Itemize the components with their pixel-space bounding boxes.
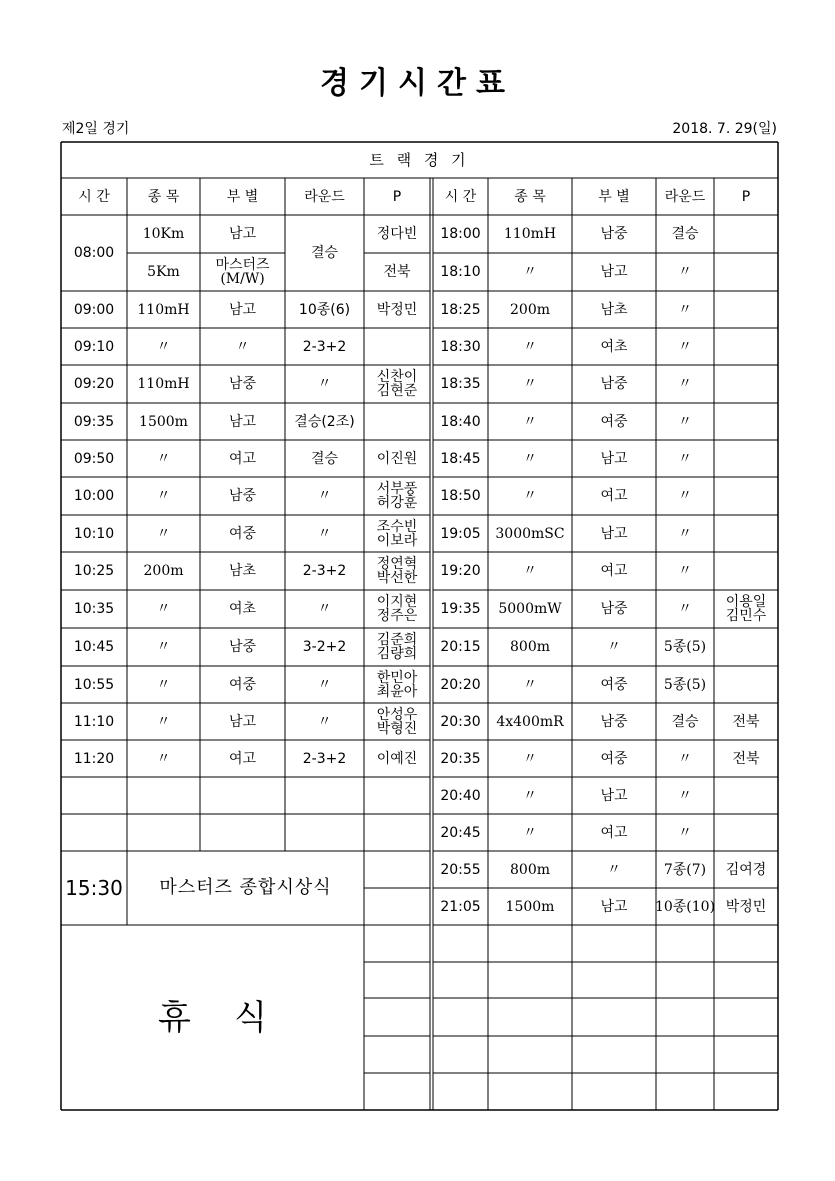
- right-event-3: 〃: [523, 338, 537, 355]
- right-p-0: [714, 215, 778, 253]
- left-header-2: 부 별: [226, 188, 259, 205]
- right-div-1: 남고: [600, 264, 628, 280]
- right-time-9: 19:20: [440, 563, 481, 579]
- right-time-11: 20:15: [440, 639, 481, 655]
- right-event-15: 〃: [523, 787, 537, 804]
- left-time-12: 10:55: [73, 676, 115, 693]
- right-div-15: 남고: [600, 787, 628, 804]
- left-p-9: 정연혁 박선한: [376, 556, 418, 586]
- right-div-4: 남중: [600, 376, 628, 392]
- left-round-7: 〃: [317, 488, 332, 504]
- left-p-8: 조수빈 이보라: [376, 518, 418, 549]
- right-div-18: 남고: [600, 898, 628, 915]
- left-div-12: 여중: [228, 676, 257, 693]
- left-p-2: 박정민: [376, 301, 418, 318]
- left-round-14: 2-3+2: [302, 750, 347, 767]
- left-p-14: 이예진: [376, 750, 418, 767]
- right-p-17: 김여경: [725, 861, 767, 878]
- left-event-0: 10Km: [142, 226, 185, 242]
- left-event-9: 200m: [143, 563, 184, 579]
- right-event-2: 200m: [510, 301, 550, 318]
- left-time-2: 09:00: [73, 301, 115, 318]
- right-round-7: 〃: [678, 488, 692, 504]
- right-p-14: 전북: [732, 750, 760, 767]
- right-event-18: 1500m: [505, 898, 555, 915]
- right-round-14: 〃: [678, 750, 692, 767]
- right-round-8: 〃: [678, 525, 692, 542]
- right-event-1: 〃: [523, 264, 537, 280]
- right-div-17: 〃: [607, 861, 621, 878]
- right-round-19: [656, 925, 714, 962]
- right-p-10: 이용일 김민수: [725, 594, 767, 624]
- left-p-0: 정다빈: [376, 226, 418, 242]
- right-p-18: 박정민: [725, 898, 767, 915]
- day-label: 제2일 경기: [62, 121, 130, 137]
- date-label: 2018. 7. 29(일): [672, 121, 777, 137]
- left-round-0: 결승: [310, 245, 339, 261]
- left-div-3: 〃: [235, 338, 250, 355]
- left-p-7: 서부풍 허강훈: [376, 481, 418, 511]
- left-time-5: 09:35: [73, 413, 115, 430]
- left-p-6: 이진원: [376, 450, 418, 467]
- right-time-7: 18:50: [440, 488, 481, 504]
- left-round-13: 〃: [317, 713, 332, 730]
- right-round-11: 5종(5): [663, 639, 707, 655]
- right-header-3: 라운드: [664, 188, 706, 205]
- left-p-3: [364, 328, 430, 365]
- right-div-3: 여초: [600, 338, 628, 355]
- right-round-3: 〃: [678, 338, 692, 355]
- right-time-4: 18:35: [440, 376, 481, 392]
- left-div-7: 남중: [228, 488, 257, 504]
- left-round-10: 〃: [317, 601, 332, 617]
- right-event-12: 〃: [523, 676, 537, 693]
- right-event-23: [488, 1073, 572, 1110]
- left-event-6: 〃: [156, 450, 171, 467]
- right-event-16: 〃: [523, 824, 537, 841]
- right-div-14: 여중: [600, 750, 628, 767]
- left-event-2: 110mH: [137, 301, 190, 318]
- section-header: 트 랙 경 기: [369, 150, 470, 169]
- right-p-12: [714, 666, 778, 703]
- right-event-6: 〃: [523, 450, 537, 467]
- right-time-19: [433, 925, 488, 962]
- right-time-22: [433, 1036, 488, 1073]
- left-div-8: 여중: [228, 525, 257, 542]
- right-div-8: 남고: [600, 525, 628, 542]
- left-div-11: 남중: [228, 639, 257, 655]
- right-div-6: 남고: [600, 450, 628, 467]
- left-event-14: 〃: [156, 750, 171, 767]
- left-div-6: 여고: [228, 450, 257, 467]
- right-round-12: 5종(5): [663, 676, 707, 693]
- right-round-21: [656, 998, 714, 1036]
- left-event-4: 110mH: [137, 376, 190, 392]
- left-time-6: 09:50: [73, 450, 115, 467]
- page-title: 경기시간표: [320, 66, 515, 101]
- left-p-5: [364, 403, 430, 440]
- right-round-5: 〃: [678, 413, 692, 430]
- right-round-13: 결승: [671, 713, 699, 730]
- right-time-17: 20:55: [440, 861, 481, 878]
- right-div-19: [572, 925, 656, 962]
- right-div-16: 여고: [600, 824, 628, 841]
- left-round-2: 10종(6): [298, 301, 351, 318]
- right-div-0: 남중: [600, 226, 628, 242]
- right-p-4: [714, 365, 778, 403]
- right-event-0: 110mH: [503, 226, 557, 242]
- right-time-0: 18:00: [440, 226, 481, 242]
- right-p-16: [714, 814, 778, 851]
- right-div-7: 여고: [600, 488, 628, 504]
- right-time-14: 20:35: [440, 750, 481, 767]
- right-time-12: 20:20: [440, 676, 481, 693]
- left-time-9: 10:25: [73, 563, 115, 579]
- right-event-19: [488, 925, 572, 962]
- right-event-13: 4x400mR: [496, 713, 564, 730]
- left-p-13: 안성우 박형진: [376, 706, 418, 737]
- left-time-4: 09:20: [73, 376, 115, 392]
- right-time-8: 19:05: [440, 525, 481, 542]
- right-round-23: [656, 1073, 714, 1110]
- right-event-9: 〃: [523, 563, 537, 579]
- right-round-15: 〃: [678, 787, 692, 804]
- right-event-10: 5000mW: [498, 601, 562, 617]
- left-div-0: 남고: [228, 226, 257, 242]
- left-time-0: 08:00: [73, 245, 115, 261]
- left-div-2: 남고: [228, 301, 257, 318]
- right-div-11: 〃: [607, 639, 621, 655]
- right-time-13: 20:30: [440, 713, 481, 730]
- right-p-6: [714, 440, 778, 477]
- right-p-22: [714, 1036, 778, 1073]
- ceremony-time: 15:30: [65, 876, 123, 900]
- left-p-10: 이지현 정주은: [376, 594, 418, 624]
- right-div-20: [572, 962, 656, 998]
- left-round-3: 2-3+2: [302, 338, 347, 355]
- left-event-8: 〃: [156, 525, 171, 542]
- right-div-10: 남중: [600, 601, 628, 617]
- right-div-2: 남초: [600, 301, 628, 318]
- right-round-20: [656, 962, 714, 998]
- left-round-8: 〃: [317, 525, 332, 542]
- left-p-4: 신찬이 김현준: [376, 369, 418, 399]
- right-div-9: 여고: [600, 563, 628, 579]
- left-round-6: 결승: [310, 450, 339, 467]
- left-div-13: 남고: [228, 713, 257, 730]
- left-p-11: 김준희 김량희: [376, 632, 418, 662]
- left-div-14: 여고: [228, 750, 257, 767]
- right-round-4: 〃: [678, 376, 692, 392]
- left-header-3: 라운드: [304, 188, 345, 205]
- left-time-11: 10:45: [73, 639, 115, 655]
- right-p-7: [714, 477, 778, 515]
- right-time-20: [433, 962, 488, 998]
- left-div-5: 남고: [228, 413, 257, 430]
- right-div-23: [572, 1073, 656, 1110]
- right-round-2: 〃: [678, 301, 692, 318]
- right-round-18: 10종(10): [654, 898, 716, 915]
- right-p-2: [714, 291, 778, 328]
- left-time-13: 11:10: [73, 713, 115, 730]
- left-event-12: 〃: [156, 676, 171, 693]
- right-time-21: [433, 998, 488, 1036]
- right-event-4: 〃: [523, 376, 537, 392]
- right-event-17: 800m: [510, 861, 550, 878]
- left-p-12: 한민아 최윤아: [376, 669, 418, 700]
- left-div-4: 남중: [228, 376, 257, 392]
- left-time-14: 11:20: [73, 750, 115, 767]
- left-event-3: 〃: [156, 338, 171, 355]
- right-time-3: 18:30: [440, 338, 481, 355]
- left-round-11: 3-2+2: [302, 639, 347, 655]
- left-time-8: 10:10: [73, 525, 115, 542]
- right-round-0: 결승: [671, 226, 699, 242]
- left-time-3: 09:10: [73, 338, 115, 355]
- right-round-16: 〃: [678, 824, 692, 841]
- right-round-1: 〃: [678, 264, 692, 280]
- right-p-8: [714, 515, 778, 552]
- right-time-6: 18:45: [440, 450, 481, 467]
- left-event-5: 1500m: [139, 413, 188, 430]
- left-div-9: 남초: [228, 563, 257, 579]
- right-p-5: [714, 403, 778, 440]
- right-div-22: [572, 1036, 656, 1073]
- right-time-1: 18:10: [440, 264, 481, 280]
- left-round-5: 결승(2조): [294, 413, 355, 430]
- right-event-5: 〃: [523, 413, 537, 430]
- right-div-21: [572, 998, 656, 1036]
- rest-label: 휴 식: [158, 997, 267, 1038]
- ceremony-label: 마스터즈 종합시상식: [159, 877, 332, 898]
- left-p-1: 전북: [383, 264, 411, 280]
- left-div-1: 마스터즈 (M/W): [215, 257, 270, 287]
- right-p-11: [714, 628, 778, 666]
- right-event-14: 〃: [523, 750, 537, 767]
- right-p-21: [714, 998, 778, 1036]
- left-event-7: 〃: [156, 488, 171, 504]
- right-round-10: 〃: [678, 601, 692, 617]
- right-p-19: [714, 925, 778, 962]
- left-event-13: 〃: [156, 713, 171, 730]
- right-p-23: [714, 1073, 778, 1110]
- right-round-22: [656, 1036, 714, 1073]
- right-time-10: 19:35: [440, 601, 481, 617]
- left-header-4: P: [392, 188, 402, 205]
- right-header-0: 시 간: [444, 188, 477, 205]
- right-div-12: 여중: [600, 676, 628, 693]
- right-div-13: 남중: [600, 713, 628, 730]
- right-p-3: [714, 328, 778, 365]
- right-round-17: 7종(7): [663, 861, 707, 878]
- right-p-9: [714, 552, 778, 590]
- right-time-2: 18:25: [440, 301, 481, 318]
- left-time-10: 10:35: [73, 601, 115, 617]
- left-event-10: 〃: [156, 601, 171, 617]
- right-header-2: 부 별: [598, 188, 630, 205]
- right-time-15: 20:40: [440, 787, 481, 804]
- right-event-7: 〃: [523, 488, 537, 504]
- left-event-11: 〃: [156, 639, 171, 655]
- right-div-5: 여중: [600, 413, 628, 430]
- right-event-22: [488, 1036, 572, 1073]
- right-time-5: 18:40: [440, 413, 481, 430]
- right-time-23: [433, 1073, 488, 1110]
- right-header-4: P: [741, 188, 751, 205]
- left-div-10: 여초: [228, 601, 257, 617]
- left-header-1: 종 목: [147, 188, 180, 205]
- left-round-9: 2-3+2: [302, 563, 347, 579]
- left-header-0: 시 간: [78, 188, 110, 205]
- right-header-1: 종 목: [514, 188, 546, 205]
- right-event-8: 3000mSC: [495, 525, 565, 542]
- right-round-6: 〃: [678, 450, 692, 467]
- left-round-12: 〃: [317, 676, 332, 693]
- right-p-15: [714, 777, 778, 814]
- left-event-1: 5Km: [147, 264, 180, 280]
- right-time-16: 20:45: [440, 824, 481, 841]
- left-round-4: 〃: [317, 376, 332, 392]
- right-p-20: [714, 962, 778, 998]
- right-round-9: 〃: [678, 563, 692, 579]
- right-time-18: 21:05: [440, 898, 481, 915]
- left-time-7: 10:00: [73, 488, 115, 504]
- right-p-1: [714, 253, 778, 291]
- right-p-13: 전북: [732, 713, 760, 730]
- right-event-20: [488, 962, 572, 998]
- right-event-21: [488, 998, 572, 1036]
- right-event-11: 800m: [510, 639, 550, 655]
